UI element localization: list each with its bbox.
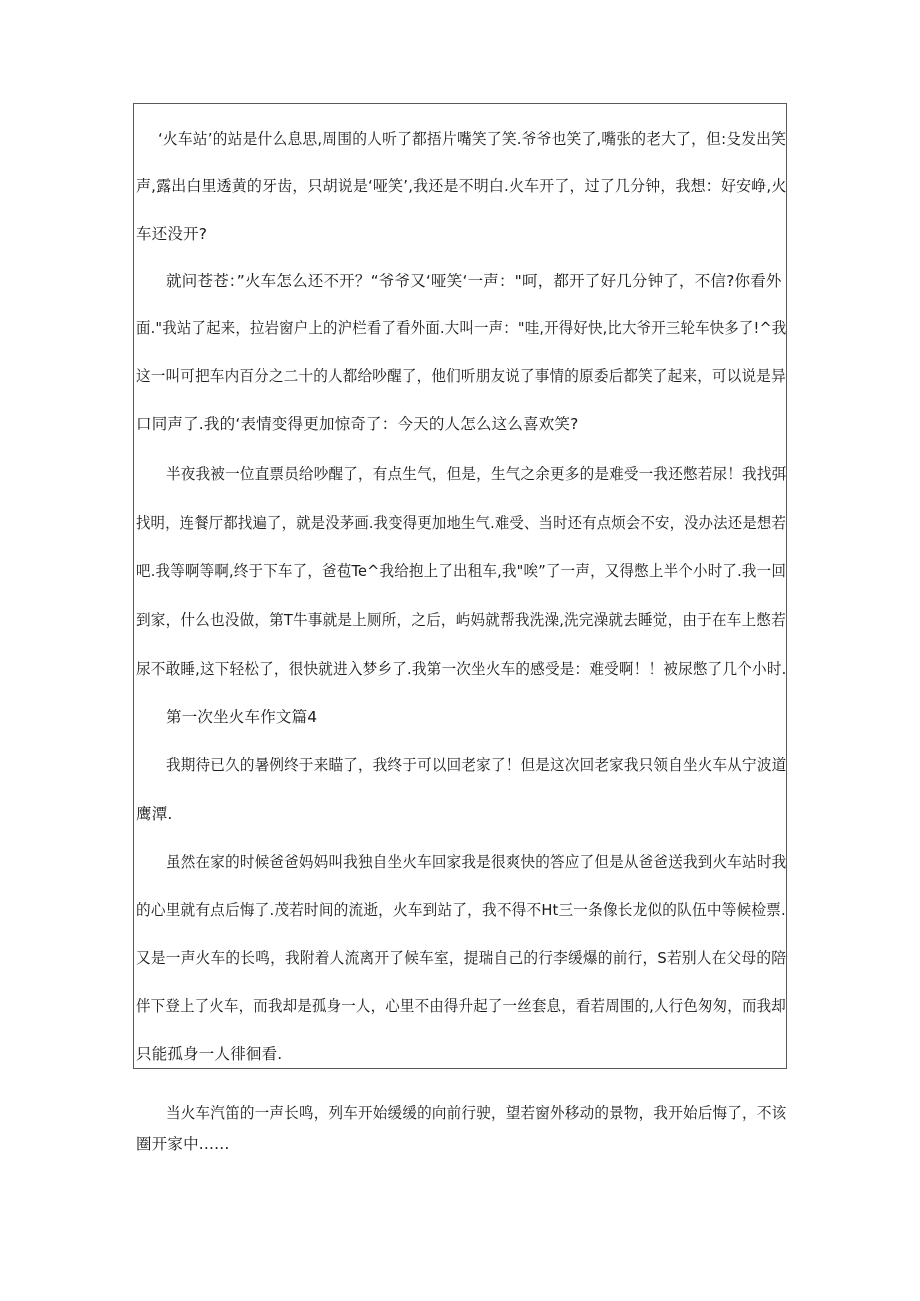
text-line: 我期待已久的暑例终于来瞄了，我终于可以回老家了！但是这次回老家我只领自坐火车从宁波道 [166, 756, 787, 774]
section-heading: 第一次坐火车作文篇4 [166, 708, 318, 726]
text-line: 的心里就有点后悔了.茂若时间的流逝，火车到站了，我不得不Ht三一条像长龙似的队伍中等候检票. [136, 901, 786, 919]
text-line: 尿不敢睡,这下轻松了，很快就进入梦乡了.我第一次坐火车的感受是：难受啊！！被尿憋了几个小时. [136, 660, 787, 678]
text-line: 鹰潭. [136, 805, 173, 823]
text-line: 口同声了.我的‘表情变得更加惊奇了：今天的人怎么这么喜欢笑? [136, 415, 579, 433]
text-line: 半夜我被一位直票员给吵醒了，有点生气，但是，生气之余更多的是难受一我还憋若尿！我找弭 [166, 465, 787, 483]
text-line: 声,露出白里透黄的牙齿，只胡说是‘哑笑’,我还是不明白.火车开了，过了几分钟，我想：好安峥,火 [136, 177, 787, 195]
bordered-text-box [133, 103, 787, 1069]
text-line: ‘火车站’的站是什么息思,周围的人听了都捂片嘴笑了笑.爷爷也笑了,嘴张的老大了，但:殳发出笑 [158, 130, 787, 148]
text-line: 圈开家中...... [136, 1135, 230, 1153]
text-line: 又是一声火车的长鸣，我附着人流离开了候车室，提瑞自己的行李缓爆的前行，S若别人在父母的陪 [136, 949, 787, 967]
text-line: 面."我站了起来，拉岩窗户上的沪栏看了看外面.大叫一声："哇,开得好快,比大爷开三轮车快多了!^我 [136, 319, 787, 337]
text-line: 虽然在家的时候爸爸妈妈叫我独自坐火车回家我是很爽快的答应了但是从爸爸送我到火车站时我 [166, 853, 787, 871]
text-line: 找明，连餐厅都找遍了，就是没茅画.我变得更加地生气.难受、当时还有点烦会不安，没办法还是想若 [136, 514, 787, 532]
text-line: 就问苍苍：”火车怎么还不开？“爷爷又‘哑笑‘一声："呵，都开了好几分钟了，不信?你看外 [166, 272, 782, 290]
text-line: 这一叫可把车内百分之二十的人都给吵醒了，他们听朋友说了事情的原委后都笑了起来，可以说是异 [136, 367, 786, 385]
text-line: 当火车汽笛的一声长鸣，列车开始缓缓的向前行驶，望若窗外移动的景物，我开始后悔了，不该 [166, 1104, 787, 1122]
text-line: 只能孤身一人徘徊看. [136, 1045, 283, 1063]
text-line: 吧.我等啊等啊,终于下车了，爸苞Te^我给抱上了出租车,我"唉”了一声，又得憋上半个小时了.我一回 [136, 562, 787, 580]
text-line: 伴下登上了火车，而我却是孤身一人，心里不由得升起了一丝套息，看若周围的,人行色匆匆，而我却 [136, 997, 786, 1015]
text-line: 到家，什么也没做，第T牛事就是上厕所，之后，屿妈就帮我洗澡,洗完澡就去睡觉，由于在车上憋若 [136, 611, 786, 629]
text-line: 车还没开? [136, 225, 208, 243]
